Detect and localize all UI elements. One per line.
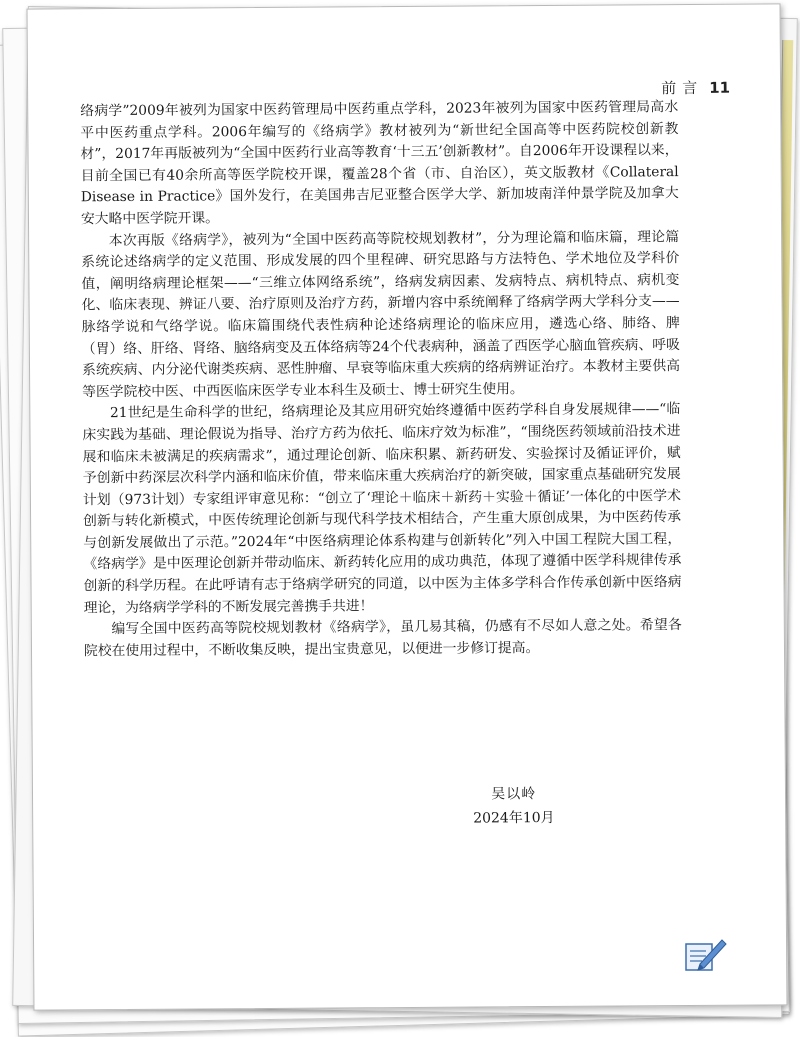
author-name: 吴以岭 bbox=[491, 786, 537, 803]
body-text bbox=[80, 97, 682, 663]
section-title: 前言 bbox=[661, 78, 704, 98]
pen-on-paper-icon bbox=[682, 934, 730, 974]
paragraph: 本次再版《络病学》，被列为“全国中医药高等院校规划教材”，分为理论篇和临床篇，理论篇系统论述络病学的定义范围、形成发展的四个里程碑、研究思路与方法特色、学术地位及学科价值，阐明络病理论框架——“三维立体网络系统”，络病发病因素、发病特点、病机特点、病机变化、临床表现、辨证八要、治疗原则及治疗方药，新增内容中系统阐释了络病学两大学科分支——脉络学说和气络学说。临床篇围绕代表性病种论述络病理论的临床应用，遴选心络、肺络、脾（胃）络、肝络、肾络、脑络病变及五体络病等24个代表病种，涵盖了西医学心脑血管疾病、呼吸系统疾病、内分泌代谢类疾病、恶性肿瘤、早衰等临床重大疾病的络病辨证治疗。本教材主要供高等医学院校中医、中西医临床医学专业本科生及硕士、博士研究生使用。 bbox=[81, 228, 681, 400]
document-page bbox=[27, 3, 788, 1010]
paragraph: 21世纪是生命科学的世纪，络病理论及其应用研究始终遵循中医药学科自身发展规律——“临床实践为基础、理论假说为指导、治疗方药为依托、临床疗效为标准”，“围绕医药领域前沿技术进展和临床未被满足的疾病需求”，通过理论创新、临床积累、新药研发、实验探讨及循证评价，赋予创新中药深层次科学内涵和临床价值，带来临床重大疾病治疗的新突破，国家重点基础研究发展计划（973计划）专家组评审意见称：“创立了‘理论＋临床＋新药＋实验＋循证’一体化的中医学术创新与转化新模式，中医传统理论创新与现代科学技术相结合，产生重大原创成果，为中医药传承与创新发展做出了示范。”2024年“中医络病理论体系构建与创新转化”列入中国工程院大国工程，《络病学》是中医理论创新并带动临床、新药转化应用的成功典范，体现了遵循中医学科规律传承创新的科学历程。在此呼请有志于络病学研究的同道，以中医为主体多学科合作传承创新中医络病理论，为络病学学科的不断发展完善携手共进！ bbox=[82, 401, 682, 616]
paragraph: 络病学”2009年被列为国家中医药管理局中医药重点学科，2023年被列为国家中医药管理局高水平中医药重点学科。2006年编写的《络病学》教材被列为“新世纪全国高等中医药院校创新教材”，2017年再版被列为“全国中医药行业高等教育‘十三五’创新教材”。自2006年开设课程以来，目前全国已有40余所高等医学院校开课，覆盖28个省（市、自治区），英文版教材《Collateral Disease in Practice》国外发行，在美国弗吉尼亚整合医学大学、新加坡南洋仲景学院及加拿大安大略中医学院开课。 bbox=[80, 99, 679, 228]
page-number: 11 bbox=[709, 78, 731, 97]
running-header bbox=[661, 77, 730, 98]
signature-date: 2024年10月 bbox=[473, 809, 555, 827]
paragraph: 编写全国中医药高等院校规划教材《络病学》，虽几易其稿，仍感有不尽如人意之处。希望各院校在使用过程中，不断收集反映，提出宝贵意见，以便进一步修订提高。 bbox=[83, 617, 682, 660]
signature-block bbox=[473, 782, 555, 831]
